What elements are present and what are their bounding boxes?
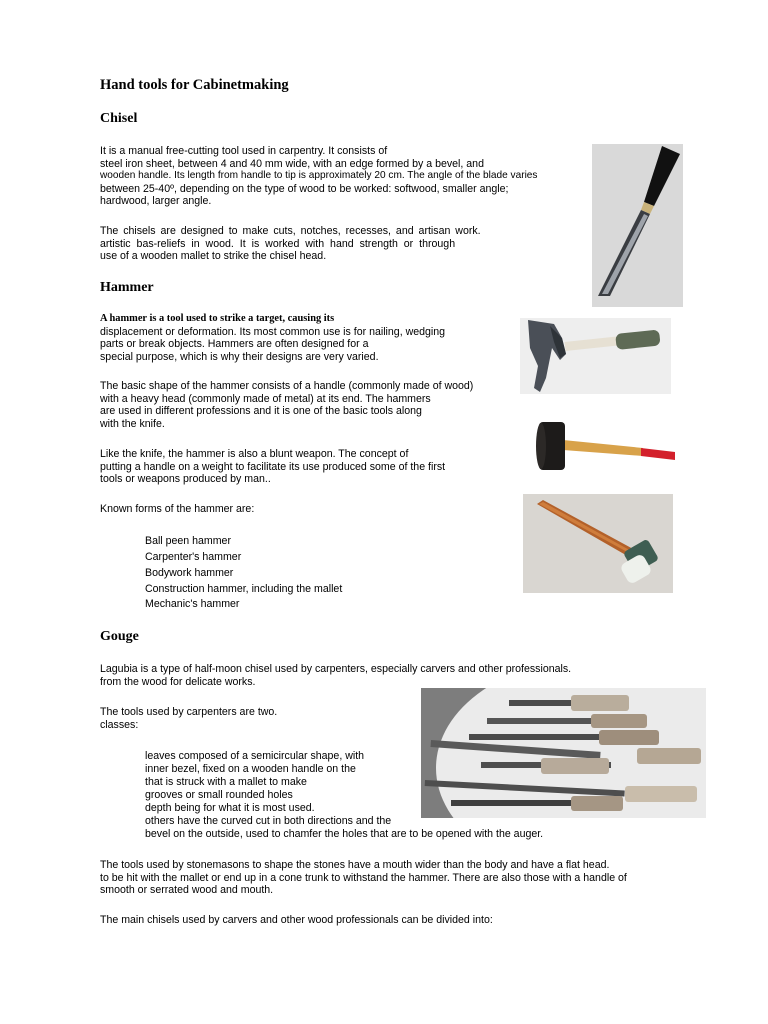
text-line: tools or weapons produced by man.. xyxy=(100,473,271,485)
gouge-paragraph-4: The main chisels used by carvers and other wood professionals can be divided into: xyxy=(100,914,493,926)
list-item: Carpenter's hammer xyxy=(145,551,242,563)
text-line: from the wood for delicate works. xyxy=(100,675,256,688)
text-line: The basic shape of the hammer consists of a handle (commonly made of wood) xyxy=(100,380,474,392)
list-item: Mechanic's hammer xyxy=(145,598,240,610)
text-line: hardwood, larger angle. xyxy=(100,195,212,207)
text-line: to be hit with the mallet or end up in a cone trunk to withstand the hammer. There are also those with a handle of xyxy=(100,871,627,884)
text-line: that is struck with a mallet to make xyxy=(145,776,307,788)
text-line: A hammer is a tool used to strike a target, causing its xyxy=(100,313,335,324)
text-line: It is a manual free-cutting tool used in carpentry. It consists of xyxy=(100,145,388,157)
list-item: Ball peen hammer xyxy=(145,535,231,547)
text-line: Like the knife, the hammer is also a blunt weapon. The concept of xyxy=(100,448,409,460)
text-line: others have the curved cut in both directions and the xyxy=(145,815,392,827)
text-line: with the knife. xyxy=(100,417,165,430)
page-title: Hand tools for Cabinetmaking xyxy=(100,77,289,93)
text-line: putting a handle on a weight to facilitate its use produced some of the first xyxy=(100,460,446,473)
text-line: The tools used by carpenters are two. xyxy=(100,706,278,718)
gouge-heading: Gouge xyxy=(100,629,139,644)
text-line: Lagubia is a type of half-moon chisel used by carpenters, especially carvers and other professionals. xyxy=(100,663,572,675)
text-line: between 25-40º, depending on the type of wood to be worked: softwood, smaller angle; xyxy=(100,182,509,195)
soft-face-hammer-image xyxy=(523,494,673,593)
text-line: depth being for what it is most used. xyxy=(145,802,315,814)
text-line: artistic bas-reliefs in wood. It is worked with hand strength or through xyxy=(100,237,456,250)
text-line: with a heavy head (commonly made of metal) at its end. The hammers xyxy=(100,392,431,405)
text-line: classes: xyxy=(100,718,139,731)
text-line: bevel on the outside, used to chamfer the holes that are to be opened with the auger. xyxy=(145,828,544,840)
list-item: Bodywork hammer xyxy=(145,567,234,579)
gouges-image xyxy=(421,688,706,818)
list-item: Construction hammer, including the mallet xyxy=(145,583,343,595)
text-line: special purpose, which is why their designs are very varied. xyxy=(100,350,379,363)
text-line: The tools used by stonemasons to shape the stones have a mouth wider than the body and have a flat head. xyxy=(100,859,610,871)
text-line: are used in different professions and it is one of the basic tools along xyxy=(100,405,422,417)
text-line: leaves composed of a semicircular shape, with xyxy=(145,750,365,762)
text-line: parts or break objects. Hammers are often designed for a xyxy=(100,338,369,350)
rubber-mallet-image xyxy=(533,418,678,474)
text-line: smooth or serrated wood and mouth. xyxy=(100,884,274,896)
chisel-heading: Chisel xyxy=(100,111,138,126)
text-line: inner bezel, fixed on a wooden handle on the xyxy=(145,763,356,775)
text-line: displacement or deformation. Its most common use is for nailing, wedging xyxy=(100,325,446,338)
text-line: grooves or small rounded holes xyxy=(145,789,293,801)
hammer-heading: Hammer xyxy=(100,280,154,295)
hammer-forms-intro: Known forms of the hammer are: xyxy=(100,503,255,515)
text-line: steel iron sheet, between 4 and 40 mm wide, with an edge formed by a bevel, and xyxy=(100,157,484,170)
text-line: use of a wooden mallet to strike the chisel head. xyxy=(100,250,327,262)
text-line: The chisels are designed to make cuts, notches, recesses, and artisan work. xyxy=(100,225,481,237)
chisel-image xyxy=(592,144,683,307)
claw-hammer-image xyxy=(520,318,671,394)
text-line: wooden handle. Its length from handle to tip is approximately 20 cm. The angle of the blade varies xyxy=(100,170,538,181)
